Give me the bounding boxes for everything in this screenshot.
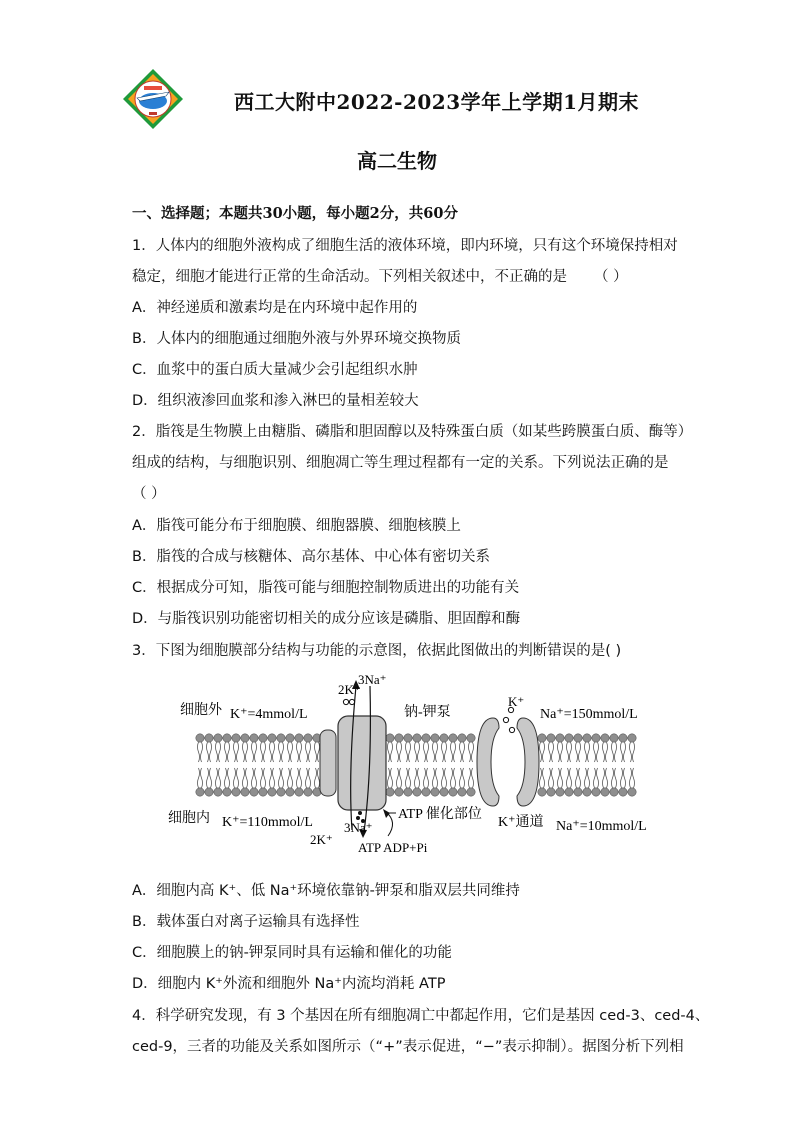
q3-option-a: A．细胞内高 K⁺、低 Na⁺环境依靠钠-钾泵和脂双层共同维持 xyxy=(132,883,520,899)
phospholipid-inner xyxy=(467,768,475,796)
phospholipid-outer xyxy=(286,734,294,762)
phospholipid-outer xyxy=(413,734,421,762)
q4-stem-line2: ced-9，三者的功能及关系如图所示（“+”表示促进，“−”表示抑制）。据图分析下列相 xyxy=(132,1039,684,1055)
phospholipid-outer xyxy=(574,734,582,762)
pump-label: 钠-钾泵 xyxy=(404,705,451,720)
phospholipid-inner xyxy=(386,768,394,796)
k-outside-label: K⁺=4mmol/L xyxy=(230,707,308,722)
phospholipid-inner xyxy=(601,768,609,796)
phospholipid-inner xyxy=(431,768,439,796)
phospholipid-inner xyxy=(574,768,582,796)
school-logo-icon xyxy=(122,68,184,130)
phospholipid-inner xyxy=(268,768,276,796)
phospholipid-outer xyxy=(205,734,213,762)
phospholipid-outer xyxy=(295,734,303,762)
phospholipid-inner xyxy=(214,768,222,796)
subject-title: 高二生物 xyxy=(357,149,437,173)
phospholipid-outer xyxy=(583,734,591,762)
outside-label: 细胞外 xyxy=(180,703,222,718)
q4-stem-line1: 4．科学研究发现，有 3 个基因在所有细胞凋亡中都起作用，它们是基因 ced-3、ced-4、 xyxy=(132,1008,710,1024)
document-title: 西工大附中2022-2023学年上学期1月期末 xyxy=(234,90,640,114)
catalytic-site-label: ATP 催化部位 xyxy=(398,807,482,822)
atp-reaction-label: ATP ADP+Pi xyxy=(358,840,428,855)
phospholipid-inner xyxy=(440,768,448,796)
phospholipid-outer xyxy=(458,734,466,762)
phospholipid-inner xyxy=(547,768,555,796)
q2-stem-line1: 2．脂筏是生物膜上由糖脂、磷脂和胆固醇以及特殊蛋白质（如某些跨膜蛋白质、酶等） xyxy=(132,424,693,440)
k-top-label: K⁺ xyxy=(508,694,525,709)
phospholipid-outer xyxy=(601,734,609,762)
phospholipid-outer xyxy=(619,734,627,762)
q2-stem-line2: 组成的结构，与细胞识别、细胞凋亡等生理过程都有一定的关系。下列说法正确的是 xyxy=(132,455,669,471)
phospholipid-inner xyxy=(232,768,240,796)
q3-option-b: B．载体蛋白对离子运输具有选择性 xyxy=(132,914,360,930)
phospholipid-outer xyxy=(404,734,412,762)
q2-option-a: A．脂筏可能分布于细胞膜、细胞器膜、细胞核膜上 xyxy=(132,518,461,534)
na3-top-label: 3Na⁺ xyxy=(358,672,387,687)
phospholipid-outer xyxy=(232,734,240,762)
phospholipid-outer xyxy=(223,734,231,762)
phospholipid-inner xyxy=(295,768,303,796)
q2-option-c: C．根据成分可知，脂筏可能与细胞控制物质进出的功能有关 xyxy=(132,580,520,596)
membrane-protein xyxy=(320,730,336,796)
phospholipid-outer xyxy=(304,734,312,762)
q1-stem-line2: 稳定，细胞才能进行正常的生命活动。下列相关叙述中，不正确的是 xyxy=(132,269,567,285)
q1-option-a: A．神经递质和激素均是在内环境中起作用的 xyxy=(132,300,418,316)
phospholipid-inner xyxy=(458,768,466,796)
phospholipid-inner xyxy=(610,768,618,796)
q3-option-d: D．细胞内 K⁺外流和细胞外 Na⁺内流均消耗 ATP xyxy=(132,976,446,992)
phospholipid-outer xyxy=(467,734,475,762)
phospholipid-outer xyxy=(196,734,204,762)
na-outside-label: Na⁺=150mmol/L xyxy=(540,707,638,722)
q2-option-b: B．脂筏的合成与核糖体、高尔基体、中心体有密切关系 xyxy=(132,549,490,565)
k-channel-left xyxy=(477,718,499,806)
k-channel-label: K⁺通道 xyxy=(498,815,544,830)
k2-bottom-label: 2K⁺ xyxy=(310,832,333,847)
q1-option-c: C．血浆中的蛋白质大量减少会引起组织水肿 xyxy=(132,362,418,378)
phospholipid-inner xyxy=(223,768,231,796)
phospholipid-inner xyxy=(565,768,573,796)
phospholipid-outer xyxy=(277,734,285,762)
phospholipid-inner xyxy=(449,768,457,796)
q3-stem: 3．下图为细胞膜部分结构与功能的示意图，依据此图做出的判断错误的是( ) xyxy=(132,643,622,659)
q1-stem-line1: 1．人体内的细胞外液构成了细胞生活的液体环境，即内环境，只有这个环境保持相对 xyxy=(132,238,678,254)
phospholipid-inner xyxy=(619,768,627,796)
section-heading: 一、选择题；本题共30小题，每小题2分，共60分 xyxy=(132,205,458,222)
phospholipid-inner xyxy=(241,768,249,796)
phospholipid-outer xyxy=(592,734,600,762)
q2-option-d: D．与脂筏识别功能密切相关的成分应该是磷脂、胆固醇和酶 xyxy=(132,611,521,627)
lipid-bilayer xyxy=(196,734,636,796)
phospholipid-outer xyxy=(556,734,564,762)
k-channel-right xyxy=(517,718,539,806)
na-inside-label: Na⁺=10mmol/L xyxy=(556,819,647,834)
phospholipid-inner xyxy=(395,768,403,796)
phospholipid-outer xyxy=(547,734,555,762)
phospholipid-outer xyxy=(431,734,439,762)
q1-option-d: D．组织液渗回血浆和渗入淋巴的量相差较大 xyxy=(132,393,419,409)
phospholipid-outer xyxy=(565,734,573,762)
membrane-diagram xyxy=(160,672,650,862)
phospholipid-outer xyxy=(250,734,258,762)
phospholipid-inner xyxy=(205,768,213,796)
phospholipid-inner xyxy=(583,768,591,796)
phospholipid-inner xyxy=(196,768,204,796)
k2-top-label: 2K⁺ xyxy=(338,682,361,697)
phospholipid-inner xyxy=(259,768,267,796)
q1-answer-blank: （ ） xyxy=(594,269,628,285)
inside-label: 细胞内 xyxy=(168,811,210,826)
phospholipid-inner xyxy=(304,768,312,796)
q3-option-c: C．细胞膜上的钠-钾泵同时具有运输和催化的功能 xyxy=(132,945,452,961)
q2-answer-blank: （ ） xyxy=(132,486,166,502)
phospholipid-outer xyxy=(268,734,276,762)
phospholipid-outer xyxy=(610,734,618,762)
phospholipid-outer xyxy=(422,734,430,762)
phospholipid-outer xyxy=(395,734,403,762)
phospholipid-outer xyxy=(241,734,249,762)
phospholipid-outer xyxy=(386,734,394,762)
k-inside-label: K⁺=110mmol/L xyxy=(222,815,313,830)
phospholipid-inner xyxy=(422,768,430,796)
phospholipid-inner xyxy=(404,768,412,796)
na3-bottom-label: 3Na⁺ xyxy=(344,820,373,835)
phospholipid-inner xyxy=(286,768,294,796)
phospholipid-inner xyxy=(413,768,421,796)
phospholipid-outer xyxy=(440,734,448,762)
phospholipid-outer xyxy=(214,734,222,762)
q1-option-b: B．人体内的细胞通过细胞外液与外界环境交换物质 xyxy=(132,331,461,347)
phospholipid-inner xyxy=(250,768,258,796)
phospholipid-outer xyxy=(628,734,636,762)
phospholipid-inner xyxy=(592,768,600,796)
phospholipid-outer xyxy=(259,734,267,762)
phospholipid-outer xyxy=(449,734,457,762)
phospholipid-inner xyxy=(628,768,636,796)
phospholipid-inner xyxy=(556,768,564,796)
phospholipid-inner xyxy=(277,768,285,796)
sodium-potassium-pump xyxy=(338,716,386,810)
